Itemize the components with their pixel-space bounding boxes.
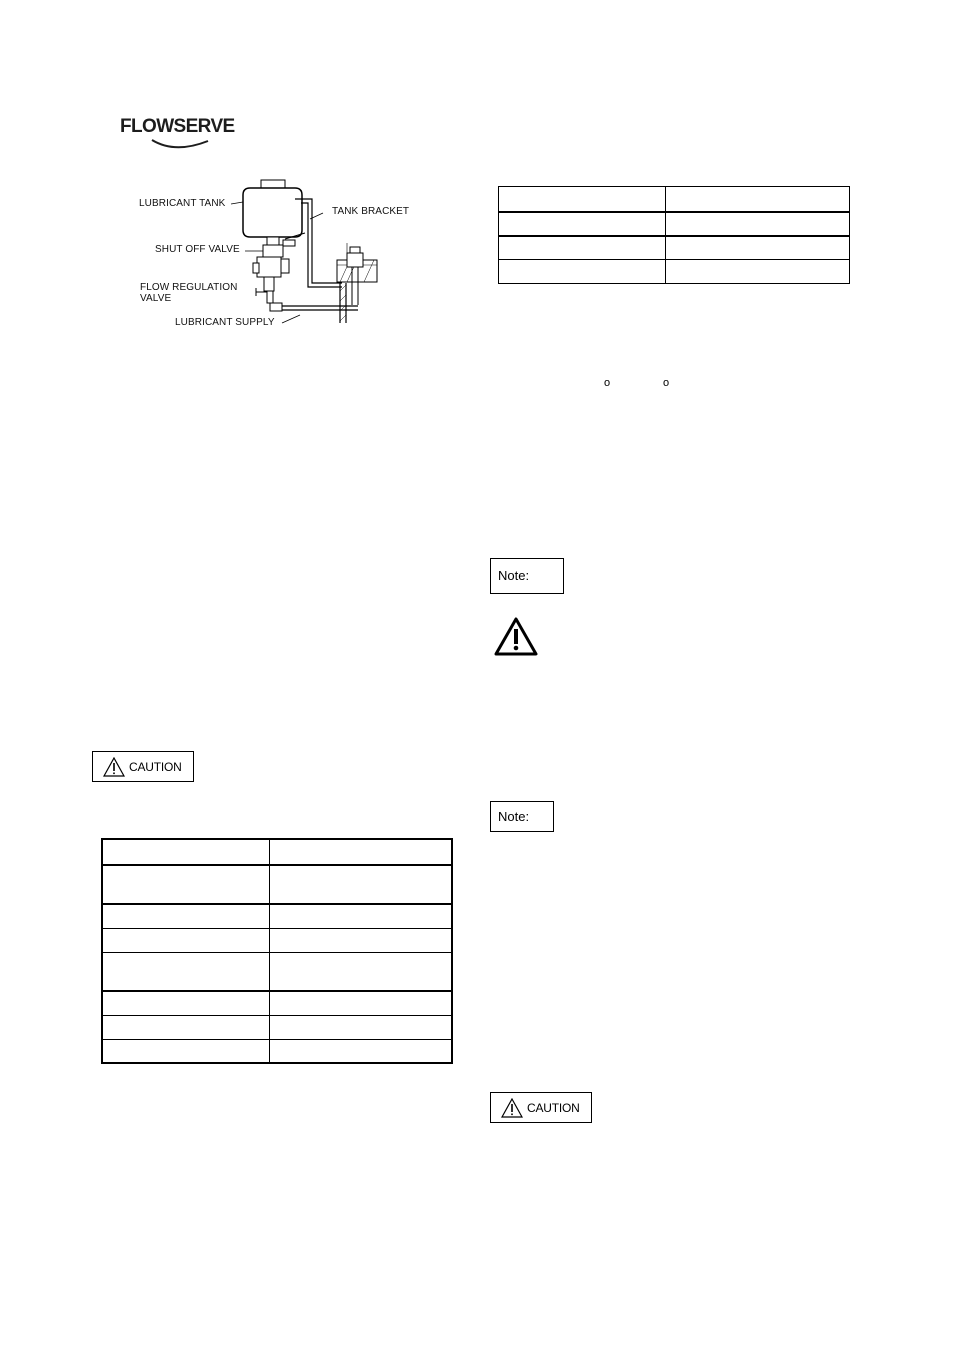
label-lubricant-tank: LUBRICANT TANK bbox=[139, 198, 226, 209]
caution-label: CAUTION bbox=[129, 760, 182, 774]
table-cell bbox=[270, 1039, 453, 1063]
table-cell bbox=[666, 212, 850, 236]
table-cell bbox=[102, 952, 270, 991]
table-cell bbox=[499, 260, 666, 284]
degree-symbol: o bbox=[604, 377, 611, 389]
table-cell bbox=[666, 236, 850, 260]
label-flow-regulation-valve-line1: FLOW REGULATION bbox=[140, 282, 238, 293]
table-cell bbox=[499, 187, 666, 212]
table-cell bbox=[270, 991, 453, 1015]
table-cell bbox=[102, 928, 270, 952]
label-shut-off-valve: SHUT OFF VALVE bbox=[155, 244, 240, 255]
flowserve-logo bbox=[120, 114, 235, 154]
table-cell bbox=[270, 865, 453, 904]
table-cell bbox=[666, 187, 850, 212]
caution-label: CAUTION bbox=[527, 1101, 580, 1115]
left-table bbox=[101, 838, 453, 1064]
table-cell bbox=[666, 260, 850, 284]
table-cell bbox=[270, 952, 453, 991]
note-label-box bbox=[490, 801, 554, 832]
note-label: Note: bbox=[498, 809, 530, 824]
caution-label-box bbox=[490, 1092, 592, 1123]
label-tank-bracket: TANK BRACKET bbox=[332, 206, 410, 217]
logo-swoosh-icon bbox=[120, 114, 230, 154]
note-label: Note: bbox=[498, 568, 530, 583]
caution-label-box bbox=[92, 751, 194, 782]
lubricant-tank-diagram bbox=[130, 175, 430, 335]
table-cell bbox=[270, 928, 453, 952]
table-cell bbox=[270, 904, 453, 928]
table-cell bbox=[270, 839, 453, 865]
caution-triangle-icon bbox=[103, 757, 125, 777]
table-cell bbox=[499, 236, 666, 260]
right-table bbox=[498, 186, 850, 284]
logo-text: FLOWSERVE bbox=[120, 116, 235, 137]
table-cell bbox=[102, 1015, 270, 1039]
warning-triangle-icon bbox=[494, 616, 540, 658]
table-cell bbox=[102, 839, 270, 865]
table-cell bbox=[102, 904, 270, 928]
table-cell bbox=[102, 865, 270, 904]
table-cell bbox=[499, 212, 666, 236]
table-cell bbox=[102, 991, 270, 1015]
degree-symbol: o bbox=[663, 377, 670, 389]
caution-triangle-icon bbox=[501, 1098, 523, 1118]
label-lubricant-supply: LUBRICANT SUPPLY bbox=[175, 317, 275, 328]
table-cell bbox=[102, 1039, 270, 1063]
label-flow-regulation-valve-line2: VALVE bbox=[140, 293, 172, 304]
table-cell bbox=[270, 1015, 453, 1039]
note-label-box bbox=[490, 558, 564, 594]
